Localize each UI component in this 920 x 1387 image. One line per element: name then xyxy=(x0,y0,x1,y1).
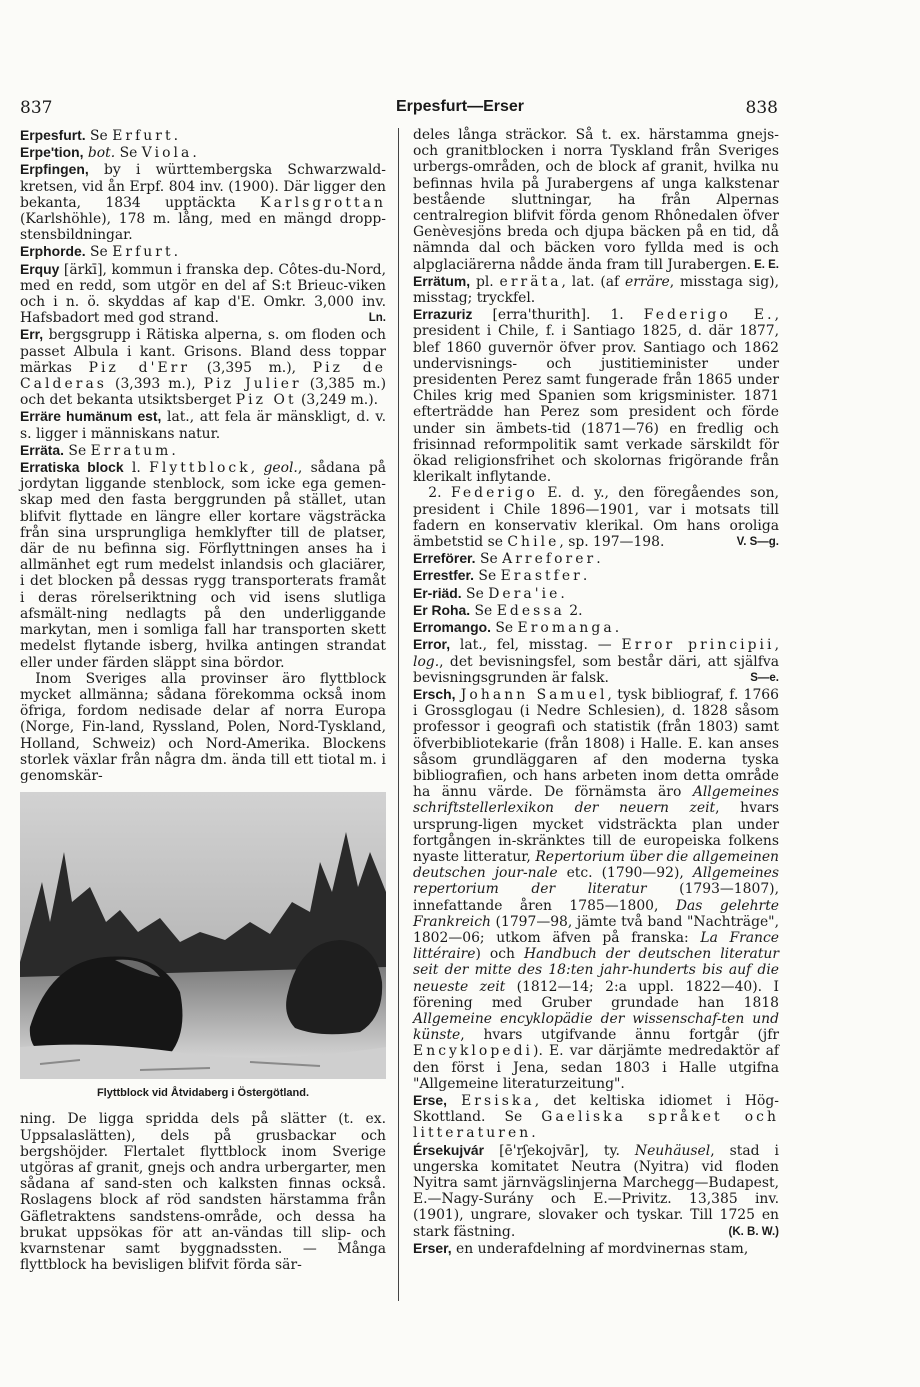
headword: Érsekujvár xyxy=(413,1141,485,1158)
photo-caption: Flyttblock vid Åtvidaberg i Östergötland. xyxy=(96,1087,310,1100)
page-header xyxy=(0,98,920,120)
headword: Err, xyxy=(20,326,44,343)
entry-erpfingen: Erpfingen, by i württembergska Schwarzwald-kretsen, vid ån Erpf. 804 inv. (1900). Där ligger den bekanta, 1834 upptäckta Karlsgrottan (Karlshöhle), 178 m. lång, med en mängd dropp-stensbildningar. xyxy=(20,161,386,244)
entry-errestfer: Errestfer. Se Erastfer. xyxy=(413,567,588,585)
paragraph-cont: deles långa sträckor. Så t. ex. härstamma gnejs- och granitblocken i norra Tyskland från Sveriges urbergs-områden, och de block af granit, hvilka nu befinnas hvila på Jurabergens af unga kalkstenar bestående sluttningar, ha från Alpernas centralregion blifvit förda genom Rhônedalen öfver Genèvesjöns breda och djupa bäcken på en tid, då nämnda dal och bäcken voro fyllda med is och alpglaciärerna nådde ända fram till Jurabergen. E. E. xyxy=(413,127,779,273)
entry-error: Error, lat., fel, misstag. — Error principii, log., det bevisningsfel, som består däri, att själfva bevisningsgrunden är falsk. S—e. xyxy=(413,636,779,686)
entry-errare: Erräre humänum est, lat., att fela är mänskligt, d. v. s. ligger i människans natur. xyxy=(20,408,386,442)
headword: Erpfingen, xyxy=(20,161,89,178)
entry-errazuriz: Errazuriz [erra'thurith]. 1. Federigo E., president i Chile, f. i Santiago 1825, d. där 1877, blef 1860 guvernör öfver prov. Santiago och 1862 undervisnings- och justitieminister under presidenten Perez samt fungerade från 1865 under Chiles krig med Spanien som krigsminister. 1871 efterträdde han Perez som president och förde under sin ämbets-tid (1871—76) en fredlig och frisinnad reformpolitik samt verkade särskildt för ökad religionsfrihet och skolornas frigörande från klerikalt inflytande. xyxy=(413,306,779,486)
cross-reference: Erfurt xyxy=(112,244,174,261)
headword: Erse, xyxy=(413,1091,447,1108)
running-title: Erpesfurt—Erser xyxy=(395,98,525,115)
entry-ersch: Ersch, Johann Samuel, tysk bibliograf, f. 1766 i Grossglogau (i Nedre Schlesien), d. 1828 såsom professor i geografi och statistik (från 1803) samt öfverbibliotekarie (från 1808) i Halle. E. kan anses såsom grundläggaren af den moderna tyska bibliografien, och hans arbeten inom detta område ha ännu värde. De förnämsta äro Allgemeines schriftstellerlexikon der neuern zeit, hvars ursprung-ligen mycket vidsträckta plan under fortgången in-skränktes till de europeiska folkens nyaste litteratur, Repertorium über die allgemeinen deutschen jour-nale etc. (1790—92), Allgemeines repertorium der literatur (1793—1807), innefattande åren 1785—1800, Das gelehrte Frankreich (1797—98, jämte två band "Nachträge", 1802—06; utkom äfven på franska: La France littéraire) och Handbuch der deutschen literatur seit der mitte des 18:ten jahr-hunderts bis auf die neueste zeit (1812—14; 2:a uppl. 1822—40). I förening med Gruber grundade han 1818 Allgemeine encyklopädie der wissenschaf-ten und künste, hvars utgifvande ännu fortgår (jfr Encyklopedi). E. var därjämte medredaktör af den först i Jena, sedan 1803 i Halle utgifna "Allgemeine literaturzeitung". xyxy=(413,685,779,1092)
entry-errazuriz-2: 2. Federigo E. d. y., den föregåendes son, president i Chile 1896—1901, var i motsats till fadern en konservativ klerikal. Om hans oroliga ämbetstid se Chile, sp. 197—198. V. S—g. xyxy=(413,485,779,551)
headword: Erquy xyxy=(20,260,60,277)
entry-ersekujvar: Érsekujvár [ē'rʃekojvār], ty. Neuhäusel, stad i ungerska komitatet Neutra (Nyitra) vid floden Nyitra samt järnvägslinjerna Marchegg—Budapest, E.—Nagy-Surány och E.—Privitz. 13,385 inv. (1901), ungrare, slovaker och tyskar. Till 1725 en stark fästning. (K. B. W.) xyxy=(413,1141,780,1240)
entry-er-riad: Er-riäd. Se Dera'ie. xyxy=(413,584,565,602)
entry-erreforer: Erreförer. Se Arreforer. xyxy=(413,550,601,568)
headword: Errätum, xyxy=(413,272,471,289)
headword: Erreförer. xyxy=(413,550,476,567)
right-column xyxy=(413,127,779,1257)
headword: Erratiska block xyxy=(20,459,124,476)
entry-erphorde: Erphorde. Se Erfurt. xyxy=(20,243,179,261)
headword: Erpesfurt. xyxy=(20,127,86,143)
author-signature: E. E. xyxy=(754,258,779,271)
cross-reference: Erratum xyxy=(90,442,172,459)
paragraph-continuation: ning. De ligga spridda dels på slätter (t. ex. Uppsalaslätten), dels på grusbackar och bergshöjder. Flertalet flyttblock inom Sverige utgöras af granit, gnejs och andra urbergarter, men sådana af sand-sten och kalksten finnas också. Roslagens block af röd sandsten härstamma från Gäfletraktens sandstens-område, och dessa ha brukat uppsökas för att an-vändas till slip- och kvarnstenar samt byggnadssten. — Många flyttblock ha bevisligen blifvit förda sär- xyxy=(20,1111,386,1274)
author-signature: V. S—g. xyxy=(736,536,779,549)
author-signature: S—e. xyxy=(750,671,779,684)
headword: Er Roha. xyxy=(413,601,471,618)
photo-erratic-block xyxy=(20,792,386,1079)
cross-reference: Erfurt xyxy=(112,128,174,144)
entry-erratum: Errätum, pl. erräta, lat. (af erräre, misstaga sig), misstag; tryckfel. xyxy=(413,272,779,307)
paragraph-sverige: Inom Sveriges alla provinser äro flyttblock mycket allmänna; sådana förekomma också inom öfriga, fordom nedisade delar af norra Europa (Norge, Fin-land, Ryssland, Polen, Nord-Tyskland, Holland, Schweiz) och Nord-Amerika. Blockens storlek växlar från några dm. ända till ett tiotal m. i genomskär- xyxy=(20,670,386,784)
cross-reference: Karlsgrottan xyxy=(260,194,386,211)
entry-erromango: Erromango. Se Eromanga. xyxy=(413,619,620,637)
headword: Er-riäd. xyxy=(413,584,462,601)
headword: Erphorde. xyxy=(20,243,86,260)
headword: Ersch, xyxy=(413,685,456,702)
entry-er-roha: Er Roha. Se Edessa 2. xyxy=(413,601,583,619)
cross-reference: Viola xyxy=(141,145,193,162)
page-number-left: 837 xyxy=(20,98,53,118)
left-column xyxy=(20,127,386,1273)
headword: Errazuriz xyxy=(413,306,473,323)
author-signature: Ln. xyxy=(368,312,386,325)
author-signature: (K. B. W.) xyxy=(728,1225,779,1238)
headword: Erser, xyxy=(413,1239,452,1256)
entry-erser: Erser, en underafdelning af mordvinernas stam, xyxy=(413,1239,749,1257)
entry-erpesfurt: Erpesfurt. Se Erfurt. xyxy=(20,127,179,144)
column-rule xyxy=(398,128,399,1301)
entry-err: Err, bergsgrupp i Rätiska alperna, s. om floden och passet Albula i kant. Grisons. Bland dess toppar märkas Piz d'Err (3,395 m.), Piz de Calderas (3,393 m.), Piz Julier (3,385 m.) och det bekanta utsiktsberget Piz Ot (3,249 m.). xyxy=(20,326,386,409)
entry-erse: Erse, Ersiska, det keltiska idiomet i Hög-Skottland. Se Gaeliska språket och litteraturen. xyxy=(413,1091,779,1142)
page-number-right: 838 xyxy=(745,98,778,118)
entry-erpetion: Erpe'tion, bot. Se Viola. xyxy=(20,144,197,162)
headword: Error, xyxy=(413,636,451,653)
headword: Erromango. xyxy=(413,619,491,636)
entry-errata: Erräta. Se Erratum. xyxy=(20,441,176,459)
headword: Errestfer. xyxy=(413,567,475,584)
headword: Erräre humänum est, xyxy=(20,408,162,425)
headword: Erpe'tion, xyxy=(20,144,84,161)
entry-erratiska-block: Erratiska block l. Flyttblock, geol., sådana på jordytan liggande stenblock, som icke ega gemen-skap med den fasta berggrunden på stället, utan blifvit flyttade en längre eller kortare vägsträcka från sina ursprungliga hemklyfter till de platser, där de nu befinna sig. Förflyttningen anses ha i allmänhet egt rum medelst inlandsis och glaciärer, i det blocken på dessas rygg transporterats framåt i deras rörelseriktning och vid isens slutliga afsmält-ning nedlagts på den underliggande markytan, men i somliga fall har transporten skett medelst flytande isberg, hvilka antingen strandat eller under färden släppt sina bördor. xyxy=(20,459,386,671)
headword: Erräta. xyxy=(20,441,65,458)
entry-erquy: Erquy [ärkī], kommun i franska dep. Côtes-du-Nord, med en redd, som utgör en del af S:t Brieuc-viken och i n. ö. skyddas af kap d'E. Omkr. 3,000 inv. Hafsbadort med god strand. Ln. xyxy=(20,260,386,327)
